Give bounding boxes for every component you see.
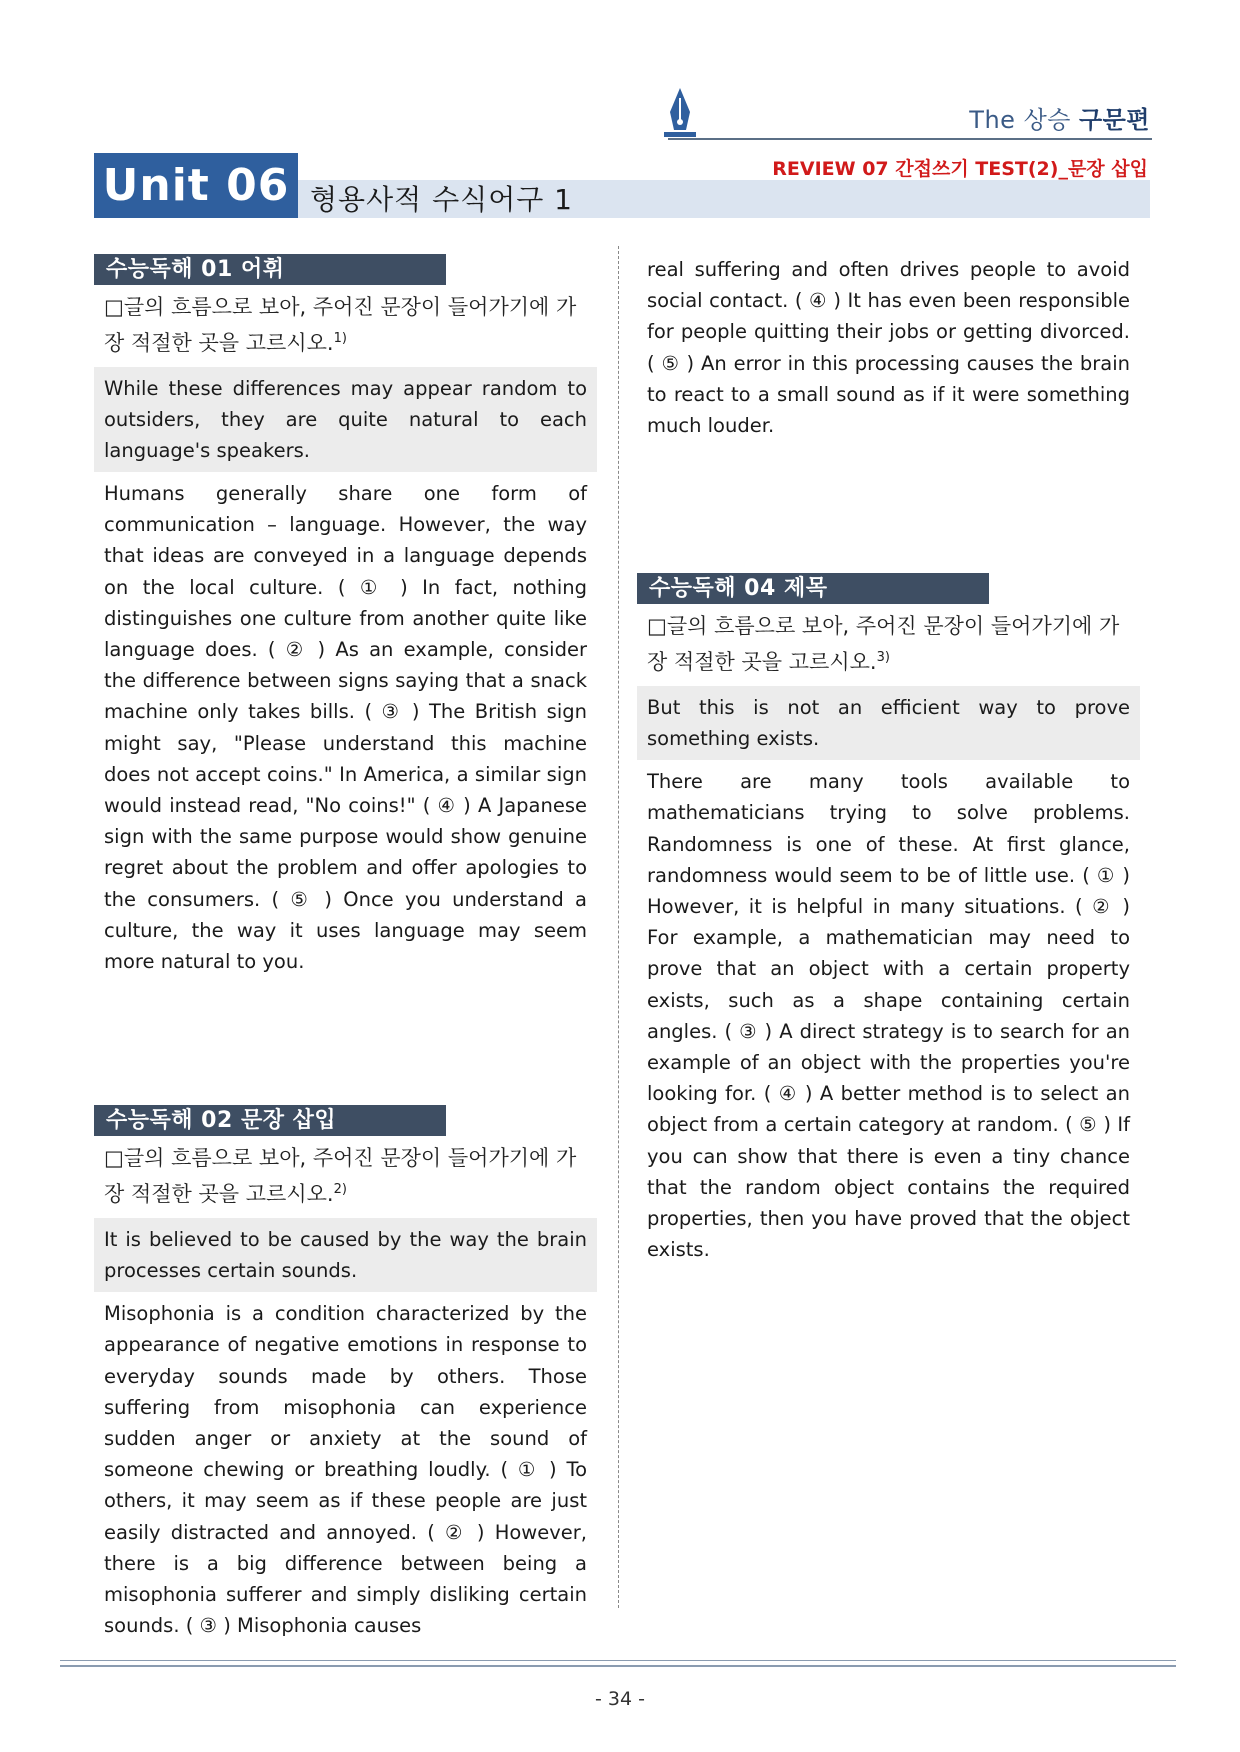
section-heading: 수능독해 01 어휘 (94, 254, 446, 285)
passage-text: Misophonia is a condition characterized by the appearance of negative emotions in response to everyday sounds made by others. Those suffering from misophonia can experience sudden anger or anxiety at the sound of someone chewing or breathing loudly. ( ① ) To others, it may seem as if these people are just easily distracted and annoyed. ( ② ) However, there is a big difference between being a misophonia sufferer and simply disliking certain sounds. ( ③ ) Misophonia causes (104, 1302, 587, 1638)
section-heading: 수능독해 02 문장 삽입 (94, 1105, 446, 1136)
passage-continuation: real suffering and often drives people to avoid social contact. ( ④ ) It has even been responsible for people quitting their jobs or getting divorced. ( ⑤ ) An error in this processing causes the brain to react to a small sound as if it were something much louder. (647, 258, 1130, 438)
page-number: - 34 - (595, 1688, 645, 1710)
given-sentence: It is believed to be caused by the way the brain processes certain sounds. (94, 1218, 597, 1292)
question-prompt: □글의 흐름으로 보아, 주어진 문장이 들어가기에 가장 적절한 곳을 고르시오.$^{3)}$ (647, 614, 1120, 675)
passage-text: There are many tools available to mathematicians trying to solve problems. Randomness is one of these. At first glance, randomness would seem to be of little use. ( ① ) However, it is helpful in many situations. ( ② ) For example, a mathematician may need to prove that an object with a certain property exists, such as a shape containing certain angles. ( ③ ) A direct strategy is to search for an example of an object with the properties you're looking for. ( ④ ) A better method is to select an object from a certain category at random. ( ⑤ ) If you can show that there is even a tiny chance that the random object contains the required properties, then you have proved that the object exists. (647, 770, 1130, 1262)
unit-label: Unit 06 (94, 153, 298, 218)
section-heading: 수능독해 04 제목 (637, 573, 989, 604)
left-column (94, 254, 597, 1641)
unit-title: 형용사적 수식어구 1 (310, 183, 574, 216)
column-divider (618, 246, 619, 1608)
question-prompt: □글의 흐름으로 보아, 주어진 문장이 들어가기에 가장 적절한 곳을 고르시오.$^{2)}$ (104, 1146, 577, 1207)
footnote-marker: 2) (333, 1182, 347, 1198)
given-sentence: But this is not an efficient way to prove something exists. (637, 686, 1140, 760)
header-rule (668, 138, 1152, 140)
given-sentence: While these differences may appear random to outsiders, they are quite natural to each language's speakers. (94, 367, 597, 472)
question-prompt: □글의 흐름으로 보아, 주어진 문장이 들어가기에 가장 적절한 곳을 고르시오.$^{1)}$ (104, 295, 577, 355)
book-brand: The 상승 구문편 (969, 106, 1150, 134)
passage-text: Humans generally share one form of communication – language. However, the way that ideas are conveyed in a language depends on the local culture. ( ① ) In fact, nothing distinguishes one culture from another quite like language does. ( ② ) As an example, consider the difference between signs saying that a snack machine only takes bills. ( ③ ) The British sign might say, "Please understand this machine does not accept coins." In America, a similar sign would instead read, "No coins!" ( ④ ) A Japanese sign with the same purpose would show genuine regret about the problem and offer apologies to the consumers. ( ⑤ ) Once you understand a culture, the way it uses language may seem more natural to you. (104, 482, 587, 974)
right-column (637, 254, 1140, 1265)
fountain-pen-logo-icon (660, 86, 700, 144)
footer-rule (60, 1660, 1176, 1667)
review-label: REVIEW 07 간접쓰기 TEST(2)_문장 삽입 (772, 158, 1148, 180)
footnote-marker: 1) (333, 331, 347, 346)
footnote-marker: 3) (876, 650, 890, 666)
